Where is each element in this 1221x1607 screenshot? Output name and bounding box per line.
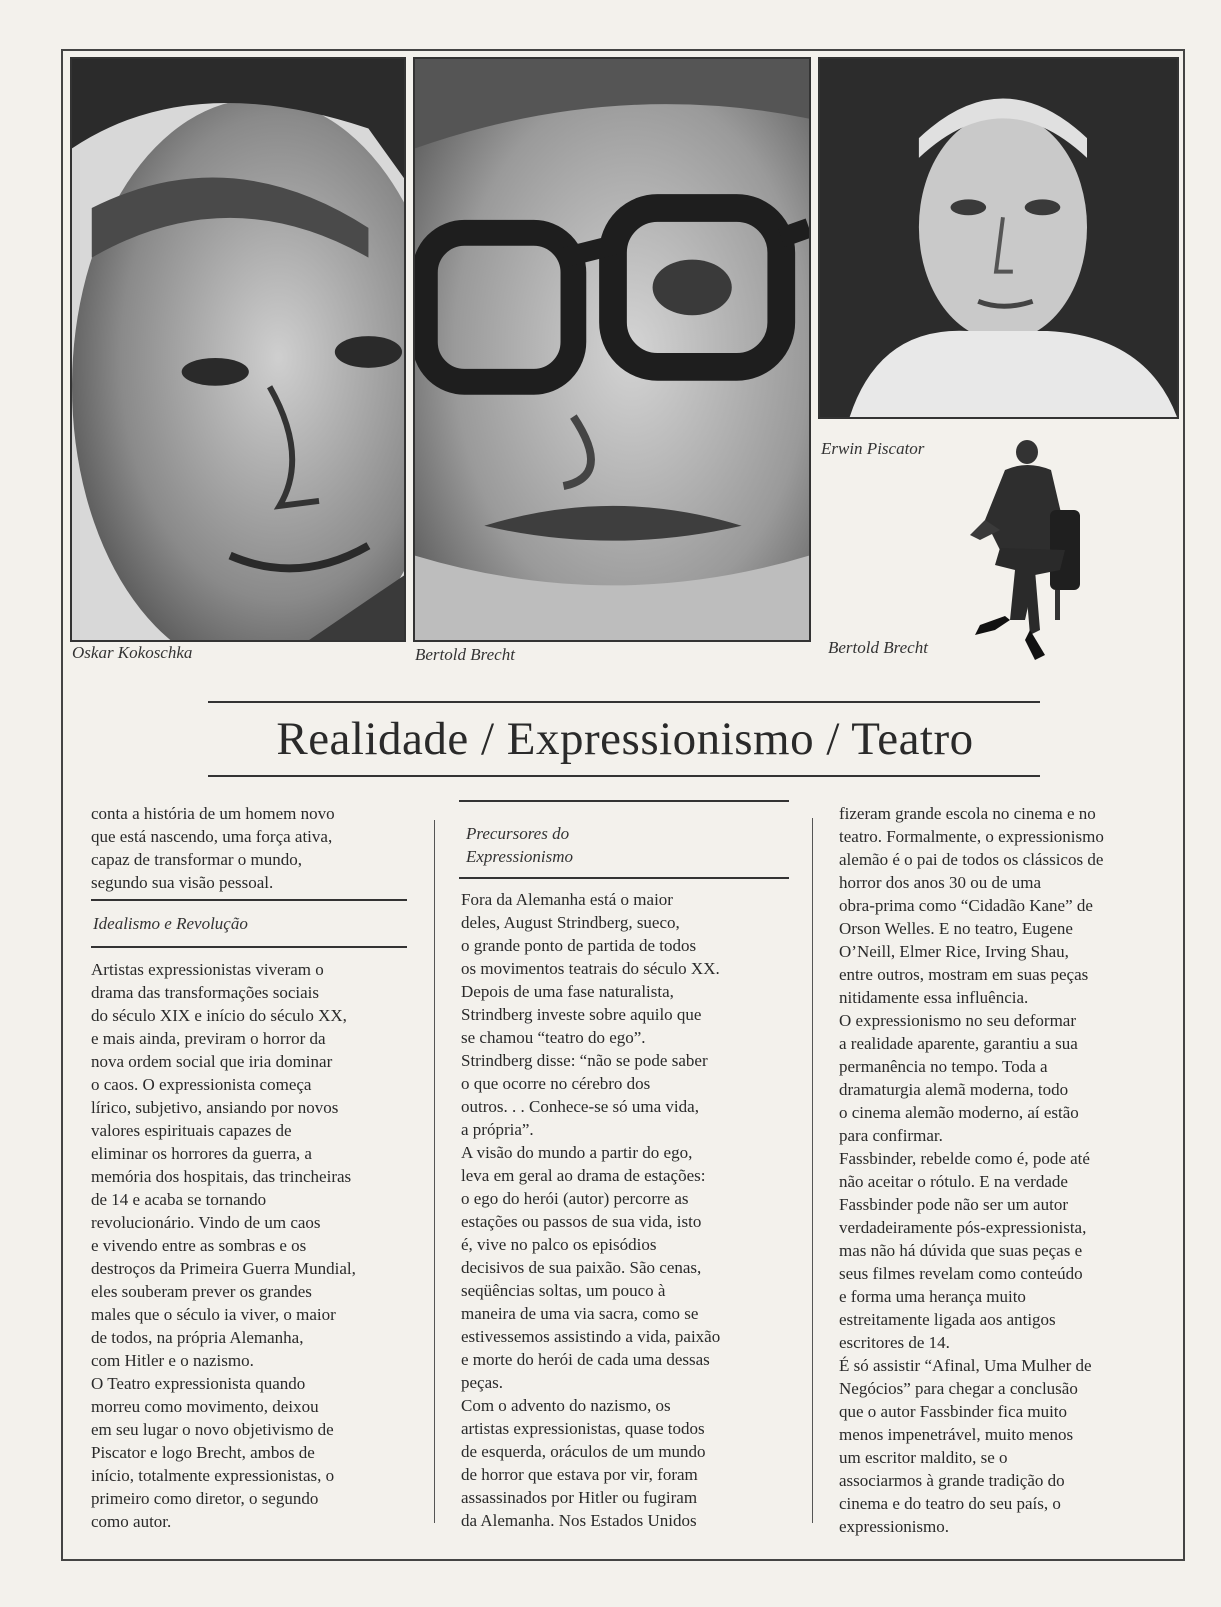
column-2 <box>461 888 791 1532</box>
column-1-intro: conta a história de um homem novo que está nascendo, uma força ativa, capaz de transformar o mundo, segundo sua visão pessoal. <box>91 804 335 892</box>
column-1 <box>91 802 421 894</box>
piscator-photo <box>818 57 1179 419</box>
kokoschka-caption: Oskar Kokoschka <box>72 643 193 662</box>
col1-rule-2 <box>91 946 407 948</box>
seated-figure-photo-icon <box>955 440 1090 662</box>
column-2-text: Fora da Alemanha está o maior deles, August Strindberg, sueco, o grande ponto de partida de todos os movimentos teatrais do século XX. Depois de uma fase naturalista, Strindberg investe sobre aquilo que se chamou “teatro do ego”. Strindberg disse: “não se pode saber o que ocorre no cérebro dos outros. . . Conhece-se só uma vida, a própria”. A visão do mundo a partir do ego, leva em geral ao drama de estações: o ego do herói (autor) percorre as estações ou passos de sua vida, isto é, vive no palco os episódios decisivos de sua paixão. São cenas, seqüências soltas, um pouco à maneira de uma via sacra, como se estivessemos assistindo a vida, paixão e morte do herói de cada uma dessas peças. Com o advento do nazismo, os artistas expressionistas, quase todos de esquerda, oráculos de um mundo de horror que estava por vir, foram assassinados por Hitler ou fugiram da Alemanha. Nos Estados Unidos <box>461 890 721 1530</box>
piscator-caption: Erwin Piscator <box>821 439 925 458</box>
column-1-body <box>91 958 426 1533</box>
brecht-seated-caption: Bertold Brecht <box>828 638 928 657</box>
column-3-text: fizeram grande escola no cinema e no teatro. Formalmente, o expressionismo alemão é o pai de todos os clássicos de horror dos anos 30 ou de uma obra-prima como “Cidadão Kane” de Orson Welles. E no teatro, Eugene O’Neill, Elmer Rice, Irving Shau, entre outros, mostram em suas peças nitidamente essa influência. O expressionismo no seu deformar a realidade aparente, garantiu a sua permanência no tempo. Toda a dramaturgia alemã moderna, todo o cinema alemão moderno, aí estão para confirmar. Fassbinder, rebelde como é, pode até não aceitar o rótulo. E na verdade Fassbinder pode não ser um autor verdadeiramente pós-expressionista, mas não há dúvida que suas peças e seus filmes revelam como conteúdo e forma uma herança muito estreitamente ligada aos antigos escritores de 14. É só assistir “Afinal, Uma Mulher de Negócios” para chegar a conclusão que o autor Fassbinder fica muito menos impenetrável, muito menos um escritor maldito, se o associarmos à grande tradição do cinema e do teatro do seu país, o expressionismo. <box>839 804 1104 1536</box>
page-title: Realidade / Expressionismo / Teatro <box>276 713 974 765</box>
column-3 <box>839 802 1179 1538</box>
brecht-face-caption: Bertold Brecht <box>415 645 515 664</box>
portrait-photo-icon <box>72 59 404 640</box>
column-1-text: Artistas expressionistas viveram o drama das transformações sociais do século XIX e início do século XX, e mais ainda, previram o horror da nova ordem social que iria dominar o caos. O expressionista começa lírico, subjetivo, ansiando por novos valores espirituais capazes de eliminar os horrores da guerra, a memória dos hospitais, das trincheiras de 14 e acaba se tornando revolucionário. Vindo de um caos e vivendo entre as sombras e os destroços da Primeira Guerra Mundial, eles souberam prever os grandes males que o século ia viver, o maior de todos, na própria Alemanha, com Hitler e o nazismo. O Teatro expressionista quando morreu como movimento, deixou em seu lugar o novo objetivismo de Piscator e logo Brecht, ambos de início, totalmente expressionistas, o primeiro como diretor, o segundo como autor. <box>91 960 356 1531</box>
portrait-photo-icon <box>820 59 1177 417</box>
column-divider-1 <box>434 820 435 1523</box>
title-rule-bottom <box>208 775 1040 777</box>
portrait-photo-icon <box>415 59 809 640</box>
col2-subheading: Precursores do Expressionismo <box>466 824 574 866</box>
col2-rule-2 <box>459 877 789 879</box>
brecht-seated-photo <box>955 440 1090 662</box>
title-rule-top <box>208 701 1040 703</box>
kokoschka-photo <box>70 57 406 642</box>
brecht-face-photo <box>413 57 811 642</box>
column-divider-2 <box>812 818 813 1523</box>
col1-subheading: Idealismo e Revolução <box>93 914 248 933</box>
col2-rule-1 <box>459 800 789 802</box>
col1-rule-1 <box>91 899 407 901</box>
